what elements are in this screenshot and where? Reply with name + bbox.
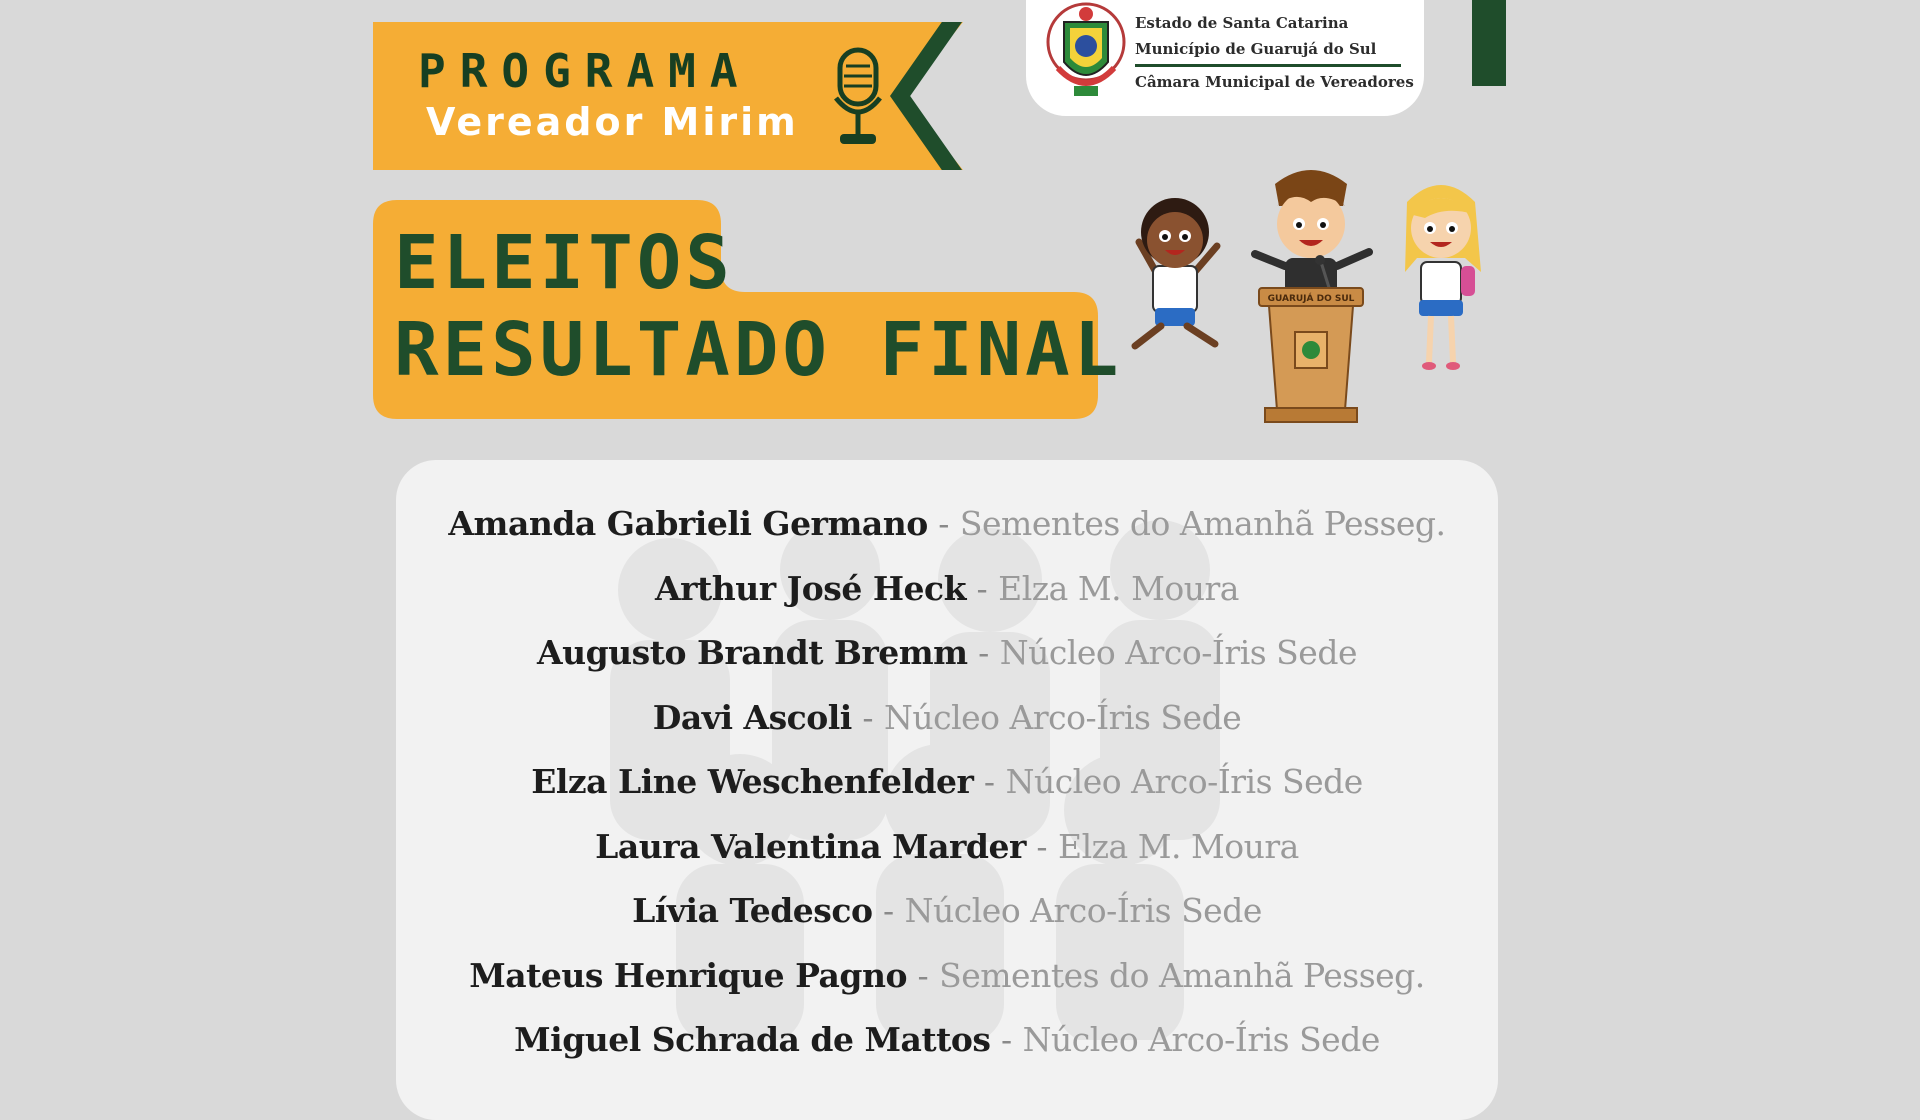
list-item bbox=[396, 815, 1498, 880]
candidate-name: Davi Ascoli bbox=[652, 697, 852, 737]
school-name: Núcleo Arco-Íris Sede bbox=[999, 633, 1357, 672]
school-name: Núcleo Arco-Íris Sede bbox=[904, 891, 1262, 930]
separator: - bbox=[1000, 1020, 1013, 1059]
candidate-name: Mateus Henrique Pagno bbox=[469, 955, 907, 995]
seal-municipality-text: Município de Guarujá do Sul bbox=[1135, 40, 1377, 58]
kid-left-figure bbox=[1135, 198, 1217, 346]
list-item bbox=[396, 750, 1498, 815]
school-name: Sementes do Amanhã Pesseg. bbox=[939, 955, 1425, 995]
separator: - bbox=[882, 891, 895, 930]
candidate-name: Miguel Schrada de Mattos bbox=[514, 1020, 991, 1059]
separator: - bbox=[862, 697, 874, 737]
candidate-name: Augusto Brandt Bremm bbox=[537, 633, 968, 672]
list-item bbox=[396, 686, 1498, 751]
school-name: Núcleo Arco-Íris Sede bbox=[883, 697, 1242, 737]
title-final-result: RESULTADO FINAL bbox=[394, 307, 1123, 393]
separator: - bbox=[1036, 826, 1048, 866]
separator: - bbox=[938, 504, 950, 543]
program-subtitle: Vereador Mirim bbox=[426, 100, 799, 144]
separator: - bbox=[976, 568, 988, 608]
podium-label: GUARUJÁ DO SUL bbox=[1267, 294, 1355, 304]
program-label: PROGRAMA bbox=[418, 44, 752, 98]
municipal-coat-of-arms-icon bbox=[1044, 2, 1128, 106]
list-item bbox=[396, 557, 1498, 622]
seal-divider bbox=[1135, 64, 1401, 67]
list-item bbox=[396, 879, 1498, 944]
separator: - bbox=[983, 762, 996, 801]
list-item bbox=[396, 492, 1498, 557]
school-name: Elza M. Moura bbox=[1058, 826, 1299, 866]
candidate-name: Amanda Gabrieli Germano bbox=[448, 504, 928, 543]
seal-chamber-text: Câmara Municipal de Vereadores bbox=[1135, 73, 1414, 91]
microphone-icon bbox=[830, 46, 886, 150]
green-accent-bar bbox=[1472, 0, 1506, 86]
separator: - bbox=[978, 633, 990, 672]
children-illustration bbox=[1125, 162, 1505, 432]
candidate-name: Arthur José Heck bbox=[655, 568, 966, 608]
kid-speaker-figure bbox=[1255, 170, 1369, 422]
kid-right-figure bbox=[1405, 185, 1481, 370]
school-name: Sementes do Amanhã Pesseg. bbox=[959, 504, 1446, 543]
candidate-name: Lívia Tedesco bbox=[632, 891, 873, 930]
candidate-name: Elza Line Weschenfelder bbox=[531, 762, 974, 801]
candidate-name: Laura Valentina Marder bbox=[595, 826, 1026, 866]
school-name: Núcleo Arco-Íris Sede bbox=[1005, 762, 1363, 801]
seal-state-text: Estado de Santa Catarina bbox=[1135, 14, 1349, 32]
separator: - bbox=[917, 955, 929, 995]
school-name: Elza M. Moura bbox=[998, 568, 1239, 608]
list-item bbox=[396, 621, 1498, 686]
elected-list bbox=[396, 492, 1498, 1073]
title-elected: ELEITOS bbox=[394, 220, 734, 306]
school-name: Núcleo Arco-Íris Sede bbox=[1022, 1020, 1380, 1059]
list-item bbox=[396, 1008, 1498, 1073]
list-item bbox=[396, 944, 1498, 1009]
